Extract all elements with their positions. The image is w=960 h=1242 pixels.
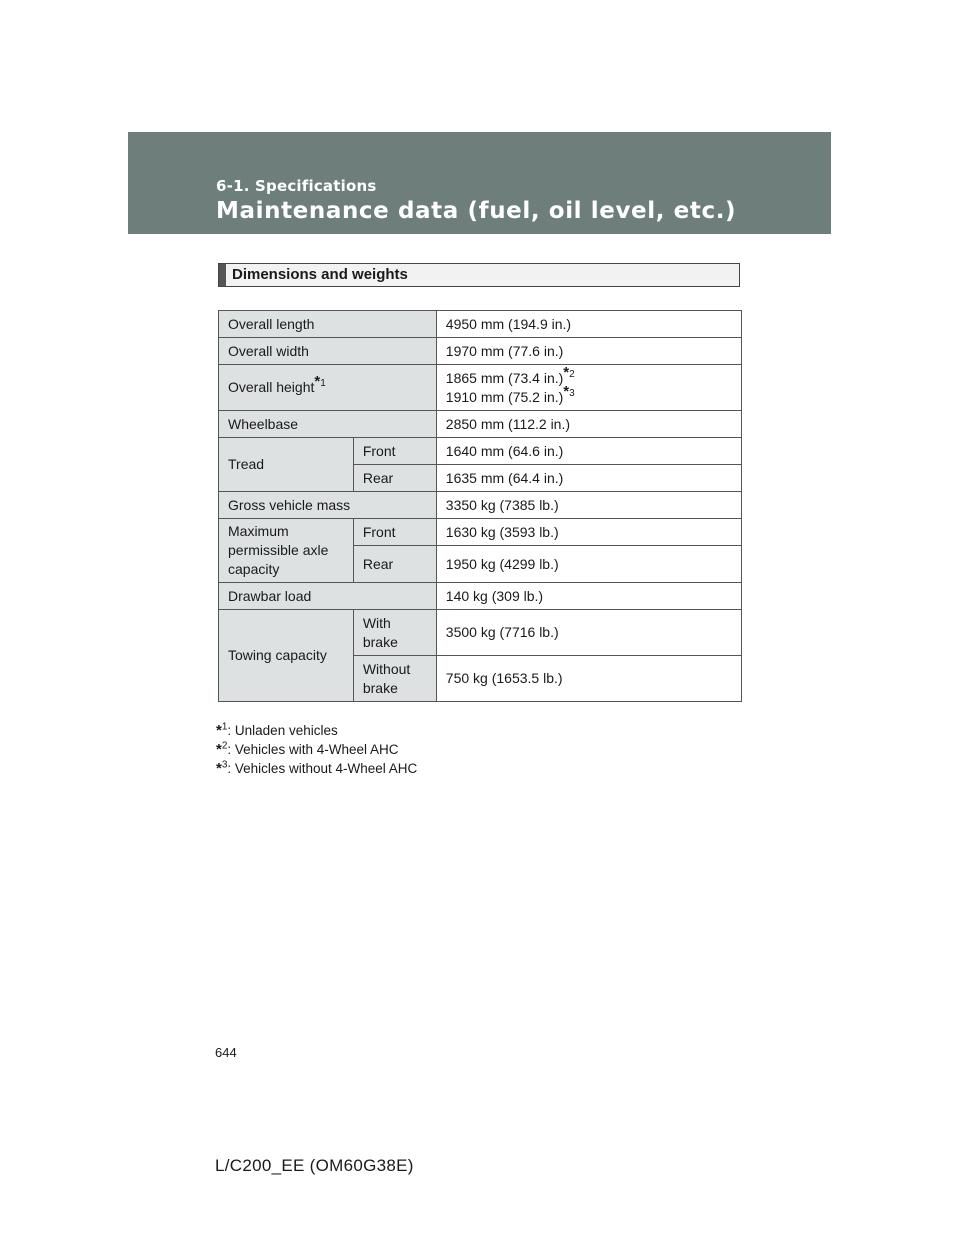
sub-label: Without brake xyxy=(353,656,436,702)
row-value xyxy=(436,365,741,411)
table-row xyxy=(219,411,742,438)
document-code: L/C200_EE (OM60G38E) xyxy=(215,1156,414,1175)
table-row xyxy=(219,338,742,365)
sub-label: Rear xyxy=(353,546,436,583)
row-label: Drawbar load xyxy=(219,583,437,610)
table-row xyxy=(219,438,742,465)
row-label xyxy=(219,365,437,411)
table-row xyxy=(219,519,742,546)
row-label: Overall length xyxy=(219,311,437,338)
page-title: Maintenance data (fuel, oil level, etc.) xyxy=(216,198,737,224)
subheading-text: Dimensions and weights xyxy=(232,266,408,283)
table-row xyxy=(219,311,742,338)
page-number: 644 xyxy=(215,1045,237,1060)
row-value: 3350 kg (7385 lb.) xyxy=(436,492,741,519)
row-label: Overall width xyxy=(219,338,437,365)
table-row xyxy=(219,365,742,411)
row-value: 1635 mm (64.4 in.) xyxy=(436,465,741,492)
section-label: 6-1. Specifications xyxy=(216,177,377,195)
row-value: 1970 mm (77.6 in.) xyxy=(436,338,741,365)
subheading-box xyxy=(218,263,740,287)
footnote-item: *$^3$: Vehicles without 4-Wheel AHC xyxy=(216,759,418,777)
sub-label: Rear xyxy=(353,465,436,492)
footnote-ref: *1 xyxy=(314,373,326,391)
row-value: 1950 kg (4299 lb.) xyxy=(436,546,741,583)
row-value: 140 kg (309 lb.) xyxy=(436,583,741,610)
sub-label: With brake xyxy=(353,610,436,656)
dimensions-table xyxy=(218,310,742,702)
sub-label: Front xyxy=(353,519,436,546)
row-value: 3500 kg (7716 lb.) xyxy=(436,610,741,656)
row-value: 4950 mm (194.9 in.) xyxy=(436,311,741,338)
row-label: Tread xyxy=(219,438,354,492)
row-label: Towing capacity xyxy=(219,610,354,702)
height-value-2: 1910 mm (75.2 in.) xyxy=(445,388,564,405)
row-value: 2850 mm (112.2 in.) xyxy=(436,411,741,438)
footnote-ref: *2 xyxy=(563,363,575,381)
height-value-1: 1865 mm (73.4 in.) xyxy=(445,369,564,386)
table-row xyxy=(219,492,742,519)
footnote-item: *$^1$: Unladen vehicles xyxy=(216,721,338,739)
row-value: 750 kg (1653.5 lb.) xyxy=(436,656,741,702)
row-label: Maximum permissible axle capacity xyxy=(219,519,354,583)
footnotes xyxy=(216,721,417,778)
row-value: 1630 kg (3593 lb.) xyxy=(436,519,741,546)
subheading-marker xyxy=(219,264,226,286)
footnote-item: *$^2$: Vehicles with 4-Wheel AHC xyxy=(216,740,399,758)
row-label: Gross vehicle mass xyxy=(219,492,437,519)
footnote-ref: *3 xyxy=(563,382,575,400)
table-row xyxy=(219,583,742,610)
sub-label: Front xyxy=(353,438,436,465)
row-label: Wheelbase xyxy=(219,411,437,438)
table-row xyxy=(219,610,742,656)
row-value: 1640 mm (64.6 in.) xyxy=(436,438,741,465)
height-label-text: Overall height xyxy=(228,379,315,395)
